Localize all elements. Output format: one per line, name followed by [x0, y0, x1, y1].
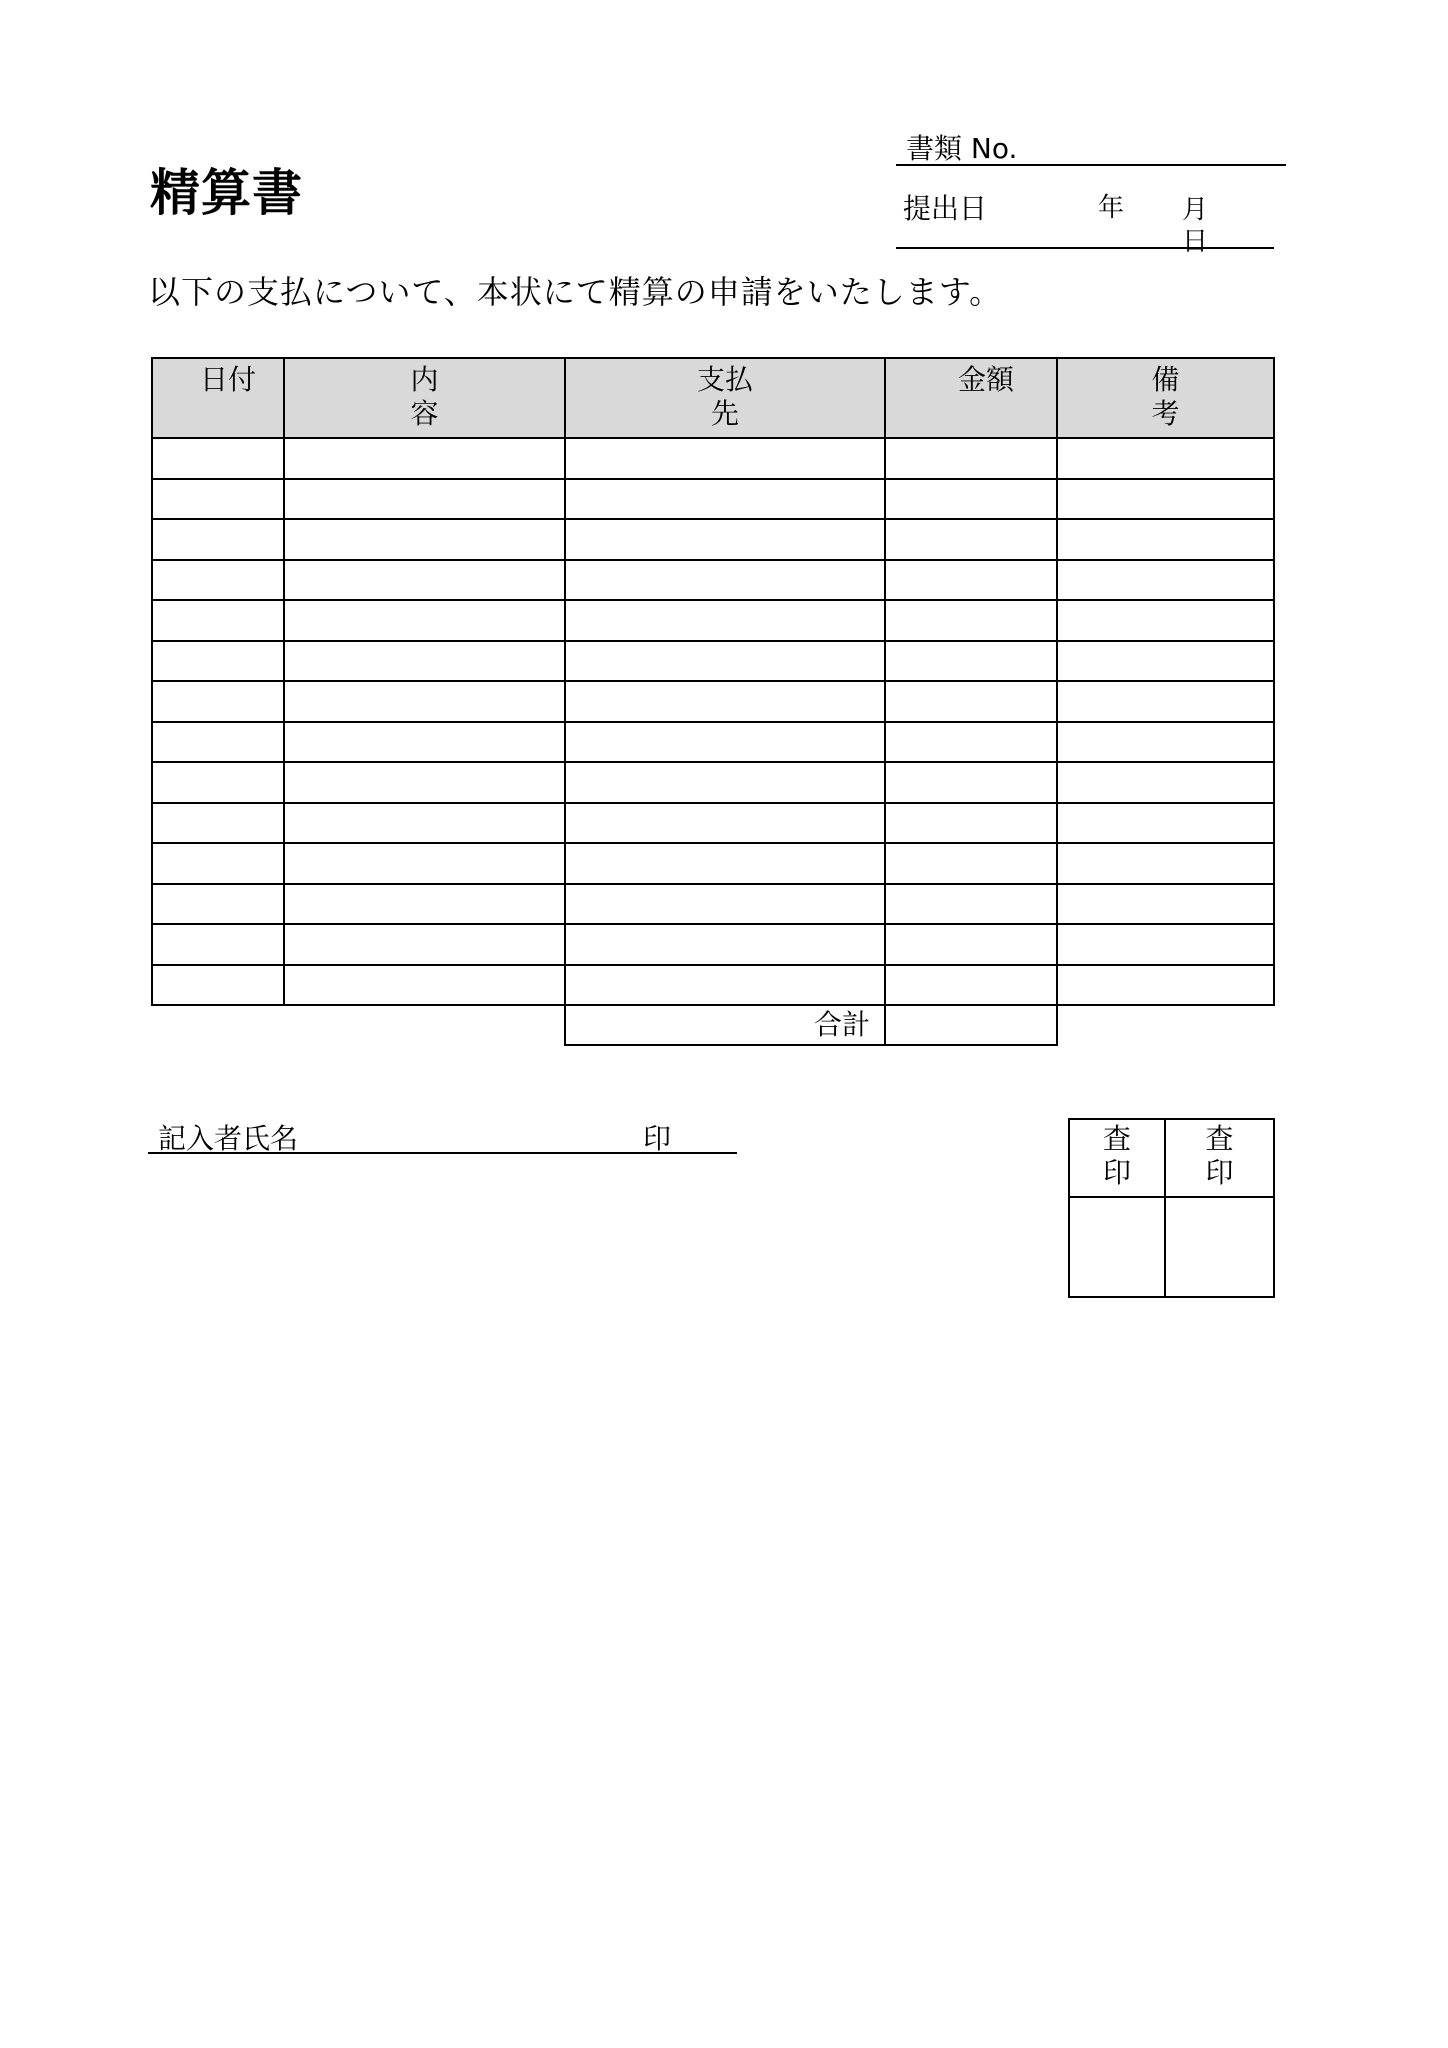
cell-date[interactable]: [152, 843, 284, 884]
cell-payee[interactable]: [565, 479, 885, 520]
cell-amount[interactable]: [885, 641, 1057, 682]
cell-notes[interactable]: [1057, 438, 1274, 479]
cell-content[interactable]: [284, 681, 565, 722]
cell-date[interactable]: [152, 519, 284, 560]
cell-amount[interactable]: [885, 600, 1057, 641]
cell-date[interactable]: [152, 722, 284, 763]
document-title: 精算書: [150, 164, 303, 222]
year-label: 年: [1098, 193, 1125, 223]
table-row: [152, 438, 1274, 479]
cell-amount[interactable]: [885, 762, 1057, 803]
cell-notes[interactable]: [1057, 803, 1274, 844]
cell-amount[interactable]: [885, 843, 1057, 884]
cell-amount[interactable]: [885, 560, 1057, 601]
cell-amount[interactable]: [885, 681, 1057, 722]
table-row: [152, 965, 1274, 1006]
table-row: [152, 681, 1274, 722]
table-row: [152, 641, 1274, 682]
cell-notes[interactable]: [1057, 600, 1274, 641]
cell-date[interactable]: [152, 479, 284, 520]
cell-date[interactable]: [152, 438, 284, 479]
writer-name-label: 記入者氏名: [158, 1122, 299, 1155]
cell-date[interactable]: [152, 924, 284, 965]
cell-payee[interactable]: [565, 438, 885, 479]
submit-date-label: 提出日: [903, 192, 988, 225]
total-row-spacer: [152, 1005, 565, 1045]
cell-amount[interactable]: [885, 803, 1057, 844]
column-header-notes: 備考: [1057, 358, 1274, 438]
cell-amount[interactable]: [885, 479, 1057, 520]
column-header-amount: 金額: [885, 358, 1057, 438]
stamp-box-row: [1069, 1197, 1274, 1297]
cell-notes[interactable]: [1057, 722, 1274, 763]
cell-content[interactable]: [284, 600, 565, 641]
cell-payee[interactable]: [565, 519, 885, 560]
cell-notes[interactable]: [1057, 924, 1274, 965]
stamp-box-1[interactable]: [1069, 1197, 1165, 1297]
cell-payee[interactable]: [565, 803, 885, 844]
cell-payee[interactable]: [565, 641, 885, 682]
cell-date[interactable]: [152, 560, 284, 601]
cell-notes[interactable]: [1057, 884, 1274, 925]
cell-notes[interactable]: [1057, 843, 1274, 884]
table-body: [152, 438, 1274, 1005]
cell-payee[interactable]: [565, 722, 885, 763]
cell-date[interactable]: [152, 762, 284, 803]
cell-date[interactable]: [152, 681, 284, 722]
cell-payee[interactable]: [565, 681, 885, 722]
cell-content[interactable]: [284, 884, 565, 925]
approval-stamp-table: [1068, 1118, 1275, 1298]
cell-content[interactable]: [284, 641, 565, 682]
cell-content[interactable]: [284, 924, 565, 965]
stamp-header-1: 査印: [1069, 1119, 1165, 1197]
expense-table: [151, 357, 1275, 1046]
cell-amount[interactable]: [885, 722, 1057, 763]
total-row-spacer-right: [1057, 1005, 1274, 1045]
table-row: [152, 479, 1274, 520]
cell-content[interactable]: [284, 762, 565, 803]
cell-payee[interactable]: [565, 560, 885, 601]
table-row: [152, 843, 1274, 884]
cell-content[interactable]: [284, 965, 565, 1006]
table-row: [152, 600, 1274, 641]
cell-amount[interactable]: [885, 924, 1057, 965]
submit-date-field-line[interactable]: [896, 247, 1274, 249]
cell-amount[interactable]: [885, 884, 1057, 925]
doc-number-label: 書類 No.: [906, 132, 1018, 165]
cell-notes[interactable]: [1057, 762, 1274, 803]
table-header-row: [152, 358, 1274, 438]
cell-notes[interactable]: [1057, 560, 1274, 601]
cell-payee[interactable]: [565, 924, 885, 965]
cell-payee[interactable]: [565, 600, 885, 641]
table-row: [152, 762, 1274, 803]
cell-date[interactable]: [152, 641, 284, 682]
cell-date[interactable]: [152, 600, 284, 641]
cell-notes[interactable]: [1057, 479, 1274, 520]
cell-date[interactable]: [152, 965, 284, 1006]
stamp-box-2[interactable]: [1165, 1197, 1274, 1297]
table-row: [152, 924, 1274, 965]
cell-amount[interactable]: [885, 965, 1057, 1006]
stamp-header-2: 査印: [1165, 1119, 1274, 1197]
seal-label: 印: [643, 1122, 672, 1155]
cell-payee[interactable]: [565, 965, 885, 1006]
cell-content[interactable]: [284, 803, 565, 844]
total-label: 合計: [565, 1005, 885, 1045]
cell-notes[interactable]: [1057, 681, 1274, 722]
column-header-date: 日付: [152, 358, 284, 438]
table-row: [152, 884, 1274, 925]
cell-notes[interactable]: [1057, 519, 1274, 560]
stamp-header-row: [1069, 1119, 1274, 1197]
month-day-label: 月日: [1181, 195, 1208, 257]
writer-name-field-line[interactable]: [148, 1152, 737, 1154]
cell-content[interactable]: [284, 519, 565, 560]
column-header-payee: 支払先: [565, 358, 885, 438]
cell-content[interactable]: [284, 843, 565, 884]
cell-date[interactable]: [152, 884, 284, 925]
cell-content[interactable]: [284, 560, 565, 601]
cell-payee[interactable]: [565, 762, 885, 803]
table-row: [152, 803, 1274, 844]
cell-content[interactable]: [284, 438, 565, 479]
cell-notes[interactable]: [1057, 641, 1274, 682]
cell-amount[interactable]: [885, 438, 1057, 479]
cell-content[interactable]: [284, 479, 565, 520]
cell-date[interactable]: [152, 803, 284, 844]
intro-text: 以下の支払について、本状にて精算の申請をいたします。: [148, 273, 1003, 311]
table-row: [152, 722, 1274, 763]
cell-notes[interactable]: [1057, 965, 1274, 1006]
cell-amount[interactable]: [885, 519, 1057, 560]
total-amount-cell[interactable]: [885, 1005, 1057, 1045]
total-row: [152, 1005, 1274, 1045]
doc-number-field-line[interactable]: [896, 164, 1286, 166]
cell-content[interactable]: [284, 722, 565, 763]
table-row: [152, 519, 1274, 560]
column-header-content: 内容: [284, 358, 565, 438]
cell-payee[interactable]: [565, 843, 885, 884]
table-row: [152, 560, 1274, 601]
cell-payee[interactable]: [565, 884, 885, 925]
